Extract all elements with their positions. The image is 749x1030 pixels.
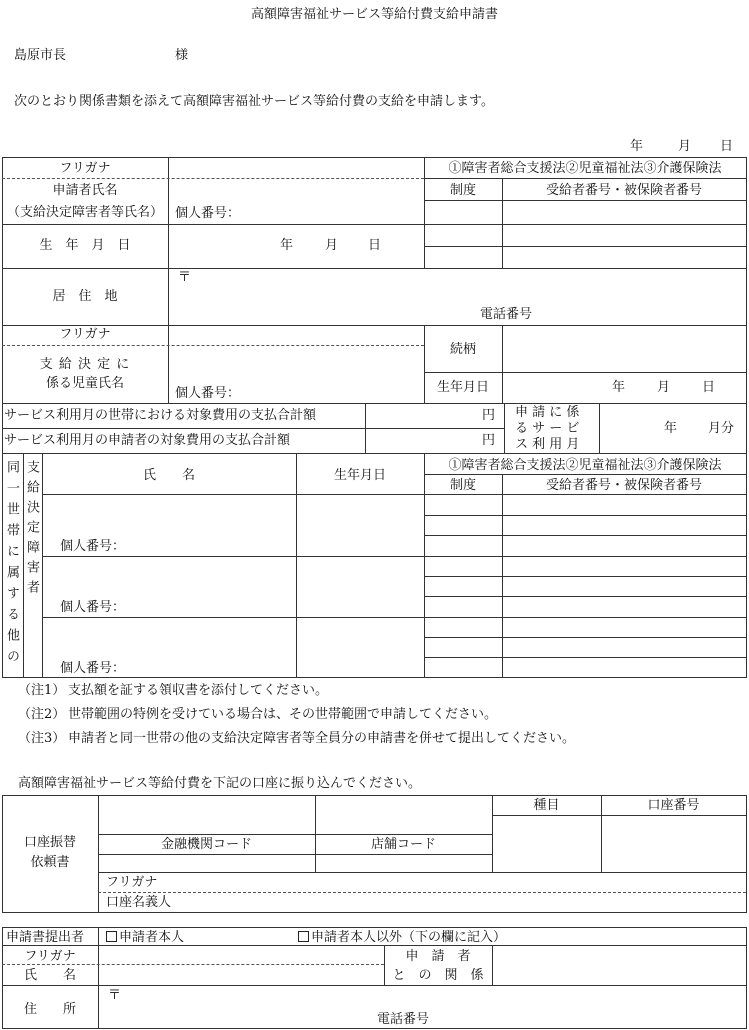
service-month-label-1: 申 請 に 係 bbox=[515, 405, 580, 420]
submitter-name-label: 氏 名 bbox=[23, 968, 76, 983]
note-1-num: （注1） bbox=[18, 683, 66, 698]
child-relation-label: 続柄 bbox=[449, 342, 476, 357]
household-birth-col: 生年月日 bbox=[333, 468, 386, 483]
child-label-line1: 支 給 決 定 に bbox=[39, 357, 131, 372]
date-month: 月 bbox=[678, 139, 692, 154]
submitter-option-self[interactable] bbox=[106, 931, 184, 944]
bank-account-col: 口座番号 bbox=[647, 798, 700, 813]
applicant-birth-day: 日 bbox=[368, 238, 382, 253]
child-birth-month: 月 bbox=[657, 380, 671, 395]
household-law-header: ①障害者総合支援法②児童福祉法③介護保険法 bbox=[448, 458, 722, 473]
household-member-2-personal-number: 個人番号： bbox=[60, 600, 126, 615]
date-day: 日 bbox=[720, 139, 734, 154]
submitter-phone-label: 電話番号 bbox=[377, 1012, 430, 1027]
applicant-furigana-field[interactable] bbox=[170, 162, 424, 177]
child-birth-year: 年 bbox=[612, 380, 626, 395]
bank-furigana-label: フリガナ bbox=[106, 875, 158, 890]
date-year: 年 bbox=[630, 139, 644, 154]
account-holder-label: 口座名義人 bbox=[106, 895, 172, 910]
applicant-name-label: 申請者氏名 bbox=[52, 183, 118, 198]
submitter-label: 申請書提出者 bbox=[6, 930, 85, 945]
household-system-col: 制度 bbox=[449, 478, 476, 493]
household-member-3-personal-number: 個人番号： bbox=[60, 661, 126, 676]
applicant-phone-label: 電話番号 bbox=[480, 307, 533, 322]
applicant-total-yen: 円 bbox=[482, 433, 496, 448]
intro-text: 次のとおり関係書類を添えて高額障害福祉サービス等給付費の支給を申請します。 bbox=[14, 94, 494, 109]
applicant-address-label: 居 住 地 bbox=[52, 289, 118, 304]
other-option-label: 申請者本人以外（下の欄に記入） bbox=[311, 930, 507, 945]
relation-label-line2: と の 関 係 bbox=[392, 968, 484, 983]
child-birth-label: 生年月日 bbox=[436, 380, 489, 395]
submitter-postal-mark: 〒 bbox=[108, 988, 122, 1003]
applicant-birth-label: 生 年 月 日 bbox=[39, 238, 131, 253]
applicant-birth-month: 月 bbox=[325, 238, 339, 253]
applicant-personal-number-label: 個人番号： bbox=[175, 206, 241, 221]
bank-type-col: 種目 bbox=[533, 798, 560, 813]
self-option-label: 申請者本人 bbox=[119, 930, 185, 945]
note-2-text: 世帯範囲の特例を受けている場合は、その世帯範囲で申請してください。 bbox=[68, 707, 498, 722]
addressee-honorific: 様 bbox=[175, 48, 189, 63]
addressee-name: 島原市長 bbox=[14, 48, 67, 63]
household-recipient-col: 受給者番号・被保険者番号 bbox=[545, 478, 702, 493]
applicant-name-sub-label: （支給決定障害者等氏名） bbox=[6, 205, 163, 220]
applicant-system-col: 制度 bbox=[449, 183, 476, 198]
service-month-month: 月分 bbox=[708, 421, 735, 436]
other-checkbox[interactable] bbox=[298, 931, 309, 942]
applicant-birth-year: 年 bbox=[280, 238, 294, 253]
submitter-furigana-label: フリガナ bbox=[24, 949, 76, 964]
note-3-num: （注3） bbox=[18, 731, 66, 746]
service-month-year: 年 bbox=[664, 421, 678, 436]
applicant-furigana-label: フリガナ bbox=[59, 161, 111, 176]
household-total-yen: 円 bbox=[482, 408, 496, 423]
child-personal-number-label: 個人番号： bbox=[175, 386, 241, 401]
household-name-col: 氏 名 bbox=[142, 468, 195, 483]
child-label-line2: 係る児童氏名 bbox=[45, 376, 124, 391]
page-title: 高額障害福祉サービス等給付費支給申請書 bbox=[250, 7, 498, 22]
household-member-1-personal-number: 個人番号： bbox=[60, 539, 126, 554]
branch-code-label: 店舗コード bbox=[370, 837, 436, 852]
household-total-label: サービス利用月の世帯における対象費用の支払合計額 bbox=[4, 408, 317, 423]
self-checkbox[interactable] bbox=[106, 931, 117, 942]
applicant-postal-mark: 〒 bbox=[178, 270, 192, 285]
submitter-address-label: 住 所 bbox=[23, 1002, 76, 1017]
applicant-total-label: サービス利用月の申請者の対象費用の支払合計額 bbox=[4, 433, 291, 448]
submitter-option-other[interactable] bbox=[298, 931, 506, 944]
bank-label-line1: 口座振替 bbox=[23, 835, 76, 850]
service-month-label-2: る サ ー ビ bbox=[515, 421, 580, 436]
household-side-label-2: 支給決定障害者 bbox=[24, 460, 39, 600]
child-birth-day: 日 bbox=[702, 380, 716, 395]
child-furigana-label: フリガナ bbox=[59, 327, 111, 342]
bank-code-label: 金融機関コード bbox=[160, 837, 252, 852]
bank-label-line2: 依頼書 bbox=[30, 855, 70, 870]
service-month-label-3: ス 利 用 月 bbox=[515, 437, 580, 452]
relation-label-line1: 申 請 者 bbox=[405, 949, 471, 964]
note-3-text: 申請者と同一世帯の他の支給決定障害者等全員分の申請書を併せて提出してください。 bbox=[68, 731, 576, 746]
bank-intro: 高額障害福祉サービス等給付費を下記の口座に振り込んでください。 bbox=[18, 776, 422, 791]
note-2-num: （注2） bbox=[18, 707, 66, 722]
note-1-text: 支払額を証する領収書を添付してください。 bbox=[68, 683, 329, 698]
applicant-law-header: ①障害者総合支援法②児童福祉法③介護保険法 bbox=[448, 161, 722, 176]
household-side-label-1: 同一世帯に属する他の bbox=[4, 460, 19, 670]
applicant-recipient-col: 受給者番号・被保険者番号 bbox=[545, 183, 702, 198]
